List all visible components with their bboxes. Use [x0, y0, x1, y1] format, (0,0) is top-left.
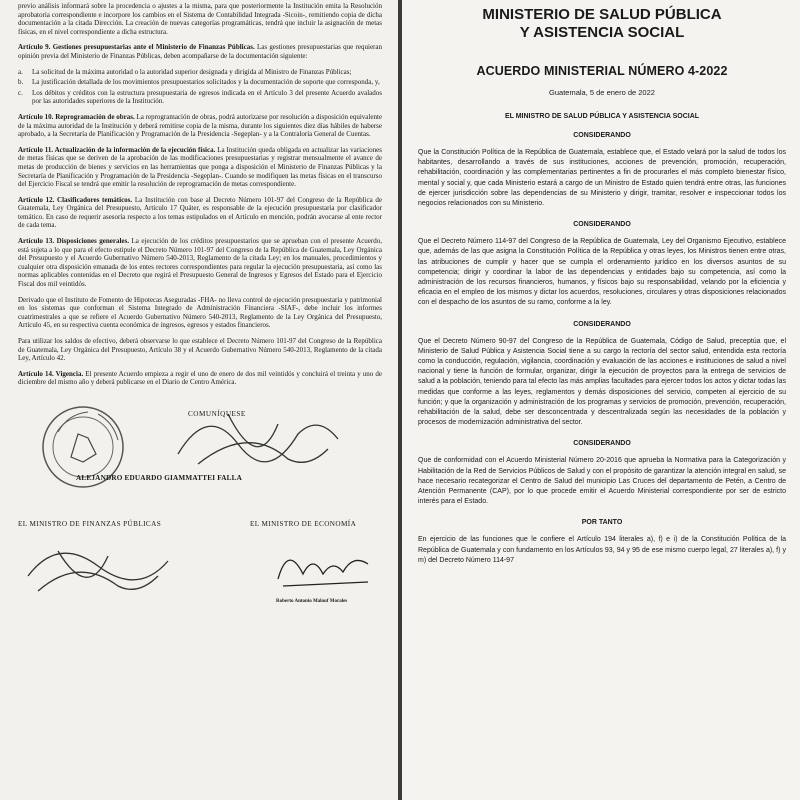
section-heading: CONSIDERANDO — [573, 132, 631, 139]
minister-signatures — [18, 514, 382, 604]
article-paragraph — [18, 237, 382, 289]
president-name: ALEJANDRO EDUARDO GIAMMATTEI FALLA — [76, 473, 243, 482]
article-text: La reprogramación de obras, podrá autorizarse por resolución a disposición equivalente de la máxima autoridad de la Institución y deberá remitirse copia de la misma, durante los siguientes diez días hábiles de haberse aprobado, a la Secretaría de Planificación y Programación de la Presidencia -Segeplan- y a la Contraloría General de Cuentas. — [18, 112, 383, 139]
section-text: Que el Decreto Número 114-97 del Congreso de la República de Guatemala, Ley del Organismo Ejecutivo, establece que, además de las que asigna la Constitución Política de la República y otras leyes, los Ministros tienen entre otras, las atribuciones de cumplir y hacer que se cumpla el ordenamiento jurídico en los diversos asuntos de su competencia; dirigir y coordinar la labor de las dependencias y entidades bajo su competencia, así como la administración de los recursos financieros, humanos, y físicos bajo su responsabilidad, velando por la eficiencia y eficacia en el empleo de los mismos y dictar los acuerdos, resoluciones, circulares y otras disposiciones relacionados con el despacho de los asuntos de su ramo, conforme a la ley. — [418, 238, 786, 307]
finance-minister-title: EL MINISTRO DE FINANZAS PÚBLICAS — [18, 519, 162, 528]
article-label: Artículo 13. Disposiciones generales. — [18, 237, 129, 246]
list-marker: b. — [18, 78, 24, 87]
article-text: Derivado que el Instituto de Fomento de Hipotecas Aseguradas -FHA- no lleva control de ejecución presupuestaria y patrimonial en los sistemas que conforman el Sistema Integrado de Administración Financiera -SIAF-, debe incluir los informes cuatrimestrales a que se refiere el Acuerdo Gubernativo Número 540-2013, Reglamento de la Ley Orgánica del Presupuesto, Artículo 45, en su respectiva cuenta económica de ingresos, egresos y estados financieros. — [18, 295, 382, 330]
list-marker: c. — [18, 88, 23, 97]
section-text: Que de conformidad con el Acuerdo Ministerial Número 20-2016 que aprueba la Normativa para la Categorización y Habilitación de la Red de Servicios Públicos de Salud y con el propósito de garantizar la atención integral en salud, se hace necesario recategorizar el Centro de Salud del municipio Las Cruces del departamento de Petén, a Centro de Atención Permanente (CAP), por lo que procede emitir el Acuerdo Ministerial correspondiente por ser de estricto interés para el Estado. — [418, 457, 786, 506]
article-paragraph — [18, 370, 382, 387]
section-heading: CONSIDERANDO — [573, 440, 631, 448]
signature-scribble-icon — [168, 394, 348, 484]
list-text: Los débitos y créditos con la estructura presupuestaria de egresos indicada en el Artículo 3 del presente Acuerdo avalados por las autoridades superiores de la Institución. — [32, 88, 382, 106]
article-label: Artículo 11. Actualización de la información de la ejecución física. — [18, 145, 216, 154]
article-paragraph — [18, 146, 382, 189]
article-label: Artículo 9. Gestiones presupuestarias ante el Ministerio de Finanzas Públicas. — [18, 43, 255, 52]
list-item — [18, 89, 382, 106]
communicate-label: COMUNÍQUESE — [188, 409, 246, 418]
article-text: La Institución queda obligada en actualizar las variaciones de metas físicas que se deriven de la aprobación de las modificaciones presupuestarias y registrar mensualmente el avance de metas de producción de bienes y servicios en las herramientas que ponga a disposición el Ministerio de Finanzas Públicas y la Secretaría de Planificación y Programación de la Presidencia -Segeplan-. Cuando se modifiquen las metas físicas en el transcurso del Ejercicio Fiscal se tendrá que emitir la resolución de reprogramación de metas correspondiente. — [18, 145, 383, 189]
ministry-name-line2: Y ASISTENCIA SOCIAL — [519, 24, 685, 41]
list-item — [18, 78, 382, 87]
article-text: El presente Acuerdo empieza a regir el uno de enero de dos mil veintidós y concluirá el treinta y uno de diciembre del mismo año y deberá publicarse en el Diario de Centro América. — [18, 369, 382, 387]
list-text: La solicitud de la máxima autoridad o la autoridad superior designada y dirigida al Ministro de Finanzas Públicas; — [32, 67, 352, 76]
article-paragraph — [18, 337, 382, 363]
article-text: Para utilizar los saldos de efectivo, deberá observarse lo que establece el Decreto Número 101-97 del Congreso de la República de Guatemala, Ley Orgánica del Presupuesto, Artículo 38 y el Acuerdo Gubernativo Número 540-2013, Reglamento de la citada Ley, Artículo 42. — [18, 337, 382, 363]
section-heading: POR TANTO — [581, 519, 623, 527]
list-marker: a. — [18, 67, 23, 76]
signature-area — [18, 394, 382, 514]
section-heading: CONSIDERANDO — [573, 320, 631, 328]
article-label: Artículo 10. Reprogramación de obras. — [18, 112, 135, 121]
economy-signature-icon — [268, 534, 378, 594]
issuer-heading: EL MINISTRO DE SALUD PÚBLICA Y ASISTENCIA SOCIAL — [504, 113, 700, 120]
right-sections — [418, 132, 786, 566]
section-heading: CONSIDERANDO — [573, 221, 631, 229]
right-page — [402, 0, 800, 800]
agreement-title: ACUERDO MINISTERIAL NÚMERO 4-2022 — [476, 64, 728, 78]
economy-minister-title: EL MINISTRO DE ECONOMÍA — [250, 519, 357, 528]
article-text: La ejecución de los créditos presupuestarios que se aprueban con el presente Acuerdo, está sujeta a lo que para el efecto estipule el Decreto Número 101-97 del Congreso de la República de Guatemala, Ley Orgánica del Presupuesto y el Acuerdo Gubernativo Número 540-2013, Reglamento de la citada Ley; en los manuales, procedimientos y cualquier otra disposición emanada de los entes rectores correspondientes para regular la ejecución presupuestaria, así como las normas aplicables contenidas en el Decreto que regirá el Presupuesto General de Ingresos y Egresos del Estado para el Ejercicio Fiscal dos mil veintidós. — [18, 237, 382, 289]
section-text: En ejercicio de las funciones que le confiere el Artículo 194 literales a), f) e i) de la Constitución Política de la República de Guatemala y con fundamento en los Artículos 93, 94 y 95 de ese mismo cuerpo legal, 27 literales a), f) y m) del Decreto Número 114-97 — [418, 536, 786, 564]
article-paragraph — [18, 113, 382, 139]
article-paragraph — [18, 296, 382, 330]
article-label: Artículo 12. Clasificadores temáticos. — [18, 195, 133, 204]
left-top-paragraphs — [18, 2, 382, 61]
article-paragraph — [18, 43, 382, 60]
article-paragraph — [18, 2, 382, 36]
left-bottom-paragraphs — [18, 113, 382, 387]
left-page — [0, 0, 398, 800]
article-text: La Institución con base al Decreto Número 101-97 del Congreso de la República de Guatemala, Ley Orgánica del Presupuesto, Artículo 17 Quáter, es responsable de la ejecución presupuestaria por clasificador temático. En caso de requerir asesoría respecto a los temas estipulados en el Artículo en mención, podrán avocarse al ente rector de cada tema. — [18, 195, 382, 230]
article-text: Las gestiones presupuestarias que requieran opinión previa del Ministerio de Finanzas Públicas, deben acompañarse de la documentación siguiente: — [18, 43, 382, 60]
economy-minister-name: Roberto Antonio Malouf Morales — [276, 598, 348, 604]
ministry-name-line1: MINISTERIO DE SALUD PÚBLICA — [482, 6, 722, 23]
finance-signature-icon — [18, 536, 178, 606]
article-text: previo análisis informará sobre la procedencia o ajustes a la misma, para que posteriormente la Institución emita la Resolución aprobatoria correspondiente e incorpore los cambios en el Sistema de Contabilidad Integrada -Sicoin-, remitiendo copia de dicha documentación a la citada Dirección. La creación de nuevas categorías programáticas, tendrá que incluir la asignación de metas físicas, en el nivel correspondiente a dicha estructura. — [18, 2, 382, 36]
list-item — [18, 68, 382, 77]
list-text: La justificación detallada de los movimientos presupuestarios solicitados y la documentación de soporte que corresponda, y, — [32, 78, 380, 87]
article-paragraph — [18, 196, 382, 230]
article-label: Artículo 14. Vigencia. — [18, 369, 84, 378]
documentation-list — [18, 68, 382, 106]
section-text: Que el Decreto Número 90-97 del Congreso de la República de Guatemala, Código de Salud, preceptúa que, el Ministerio de Salud Pública y Asistencia Social tiene a su cargo la rectoría del sector salud, entendida esta rectoría como la conducción, regulación, vigilancia, coordinación y evaluación de las acciones e instituciones de salud a nivel nacional y tiene la función de formular, organizar, dirigir la ejecución de proyectos para la entrega de servicios de salud a la población, teniendo para tal efecto las más amplias facultades para ejercer todos los actos y dictar todas las medidas que conforme a las leyes, reglamentos y demás disposiciones del servicio, competen al ejercicio de su función; y que la organización y administración de los programas y servicios de promoción, prevención, recuperación, rehabilitación de la salud, debe ser desconcentrada y descentralizada según las necesidades de la población y procesos de modernización administrativa del sector. — [418, 337, 786, 427]
agreement-date: Guatemala, 5 de enero de 2022 — [549, 88, 655, 97]
section-text: Que la Constitución Política de la República de Guatemala, establece que, el Estado velará por la salud de todos los habitantes, desarrollando a través de sus instituciones, acciones de prevención, promoción, recuperación, rehabilitación, coordinación y las complementarias pertinentes a fin de procurarles el más completo bienestar físico, mental y social y, que cada Ministerio estará a cargo de un Ministro de Estado quien tendrá entre otras, las funciones de ejercer jurisdicción sobre las dependencias de su Ministerio y dirigir, tramitar, resolver e inspeccionar todos los negocios relacionados con su Ministerio. — [418, 149, 786, 208]
